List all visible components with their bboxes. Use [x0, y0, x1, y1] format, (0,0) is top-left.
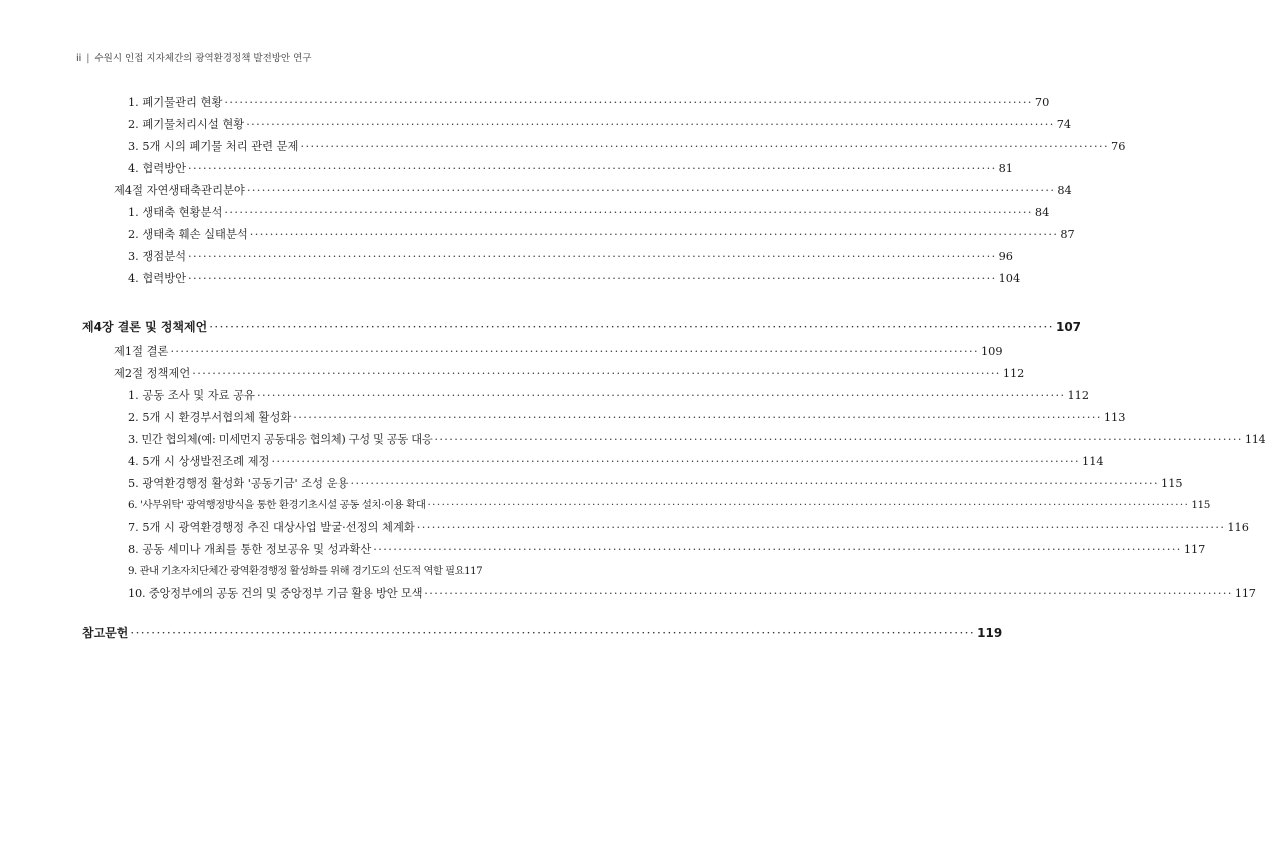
toc-entry-page: 96 — [998, 250, 1013, 263]
toc-entry-page: 74 — [1056, 118, 1072, 131]
toc-chapter-page: 107 — [1055, 320, 1082, 334]
dot-leader: ·································································································································································· — [246, 184, 1056, 197]
toc-entry-label: 4. 5개 시 상생발전조례 제정 — [128, 455, 270, 468]
toc-entry-page: 87 — [1060, 228, 1075, 241]
running-header — [76, 50, 311, 64]
dot-leader: ·································································································································································· — [224, 96, 1033, 109]
toc-entry-label: 10. 중앙정부에의 공동 건의 및 중앙정부 기금 활용 방안 모색 — [128, 587, 423, 600]
toc-entry-page: 76 — [1111, 140, 1126, 153]
toc-entry[interactable] — [128, 118, 1072, 131]
toc-entry-page: 70 — [1034, 96, 1050, 109]
toc-entry-page: 117 — [464, 565, 483, 577]
toc-entry[interactable] — [128, 477, 1183, 490]
toc-entry-label: 2. 폐기물처리시설 현황 — [128, 118, 245, 131]
toc-entry-page: 114 — [1082, 455, 1104, 468]
toc-entry-label: 4. 협력방안 — [128, 162, 187, 175]
toc-entry-label: 제2절 정책제언 — [114, 367, 191, 380]
dot-leader: ·································································································································································· — [427, 499, 1190, 511]
toc-entry-label: 5. 광역환경행정 활성화 '공동기금' 조성 운용 — [128, 477, 349, 490]
dot-leader: ·································································································································································· — [246, 118, 1055, 131]
toc-entry-page: 84 — [1034, 206, 1050, 219]
toc-entry-page: 109 — [980, 345, 1003, 358]
dot-leader: ·································································································································································· — [271, 455, 1081, 468]
toc-chapter-label: 참고문헌 — [82, 626, 129, 640]
toc-entry-page: 113 — [1103, 411, 1126, 424]
toc-entry-page: 115 — [1161, 477, 1183, 490]
toc-entry-label: 1. 폐기물관리 현황 — [128, 96, 223, 109]
toc-entry-label: 3. 민간 협의체(예: 미세먼지 공동대응 협의체) 구성 및 공동 대응 — [128, 433, 433, 446]
toc-entry[interactable] — [128, 228, 1075, 241]
toc-entry[interactable] — [128, 389, 1090, 402]
dot-leader: ·································································································································································· — [188, 162, 997, 175]
dot-leader: ·································································································································································· — [434, 433, 1243, 446]
dot-leader: ·································································································································································· — [300, 140, 1110, 153]
toc-chapter-page: 119 — [977, 626, 1003, 640]
toc-entry-label: 3. 5개 시의 폐기물 처리 관련 문제 — [128, 140, 299, 153]
toc-entry-label: 9. 관내 기초자치단체간 광역환경행정 활성화를 위해 경기도의 선도적 역할 필요 — [128, 565, 465, 577]
dot-leader: ·································································································································································· — [350, 477, 1160, 490]
dot-leader: ·································································································································································· — [293, 411, 1102, 424]
toc-entry[interactable] — [128, 411, 1126, 424]
dot-leader: ·································································································································································· — [416, 521, 1226, 534]
toc-entry[interactable] — [128, 140, 1126, 153]
toc-entry-label: 8. 공동 세미나 개최를 통한 정보공유 및 성과확산 — [128, 543, 372, 556]
toc-entry-page: 117 — [1183, 543, 1206, 556]
toc-entry[interactable] — [128, 521, 1249, 534]
toc-entry-label: 7. 5개 시 광역환경행정 추진 대상사업 발굴·선정의 체계화 — [128, 521, 415, 534]
toc-entry-label: 4. 협력방안 — [128, 272, 187, 285]
toc-entry-page: 104 — [998, 272, 1021, 285]
toc-section-entry[interactable] — [114, 367, 1025, 380]
dot-leader: ·································································································································································· — [256, 389, 1066, 402]
toc-entry[interactable] — [128, 455, 1104, 468]
toc-entry[interactable] — [128, 206, 1050, 219]
toc-entry[interactable] — [128, 566, 525, 576]
dot-leader: ·································································································································································· — [209, 320, 1054, 334]
toc-entry-page: 112 — [1067, 389, 1090, 402]
header-separator: | — [86, 53, 90, 64]
toc-entry-page: 114 — [1244, 433, 1265, 446]
toc-entry-page: 115 — [1191, 499, 1210, 511]
toc-entry[interactable] — [128, 272, 1021, 285]
toc-entry-page: 116 — [1227, 521, 1249, 534]
dot-leader: ·································································································································································· — [249, 228, 1059, 241]
header-page-number: ii — [76, 53, 82, 64]
toc-entry-page: 117 — [1234, 587, 1256, 600]
dot-leader: ·································································································································································· — [188, 272, 997, 285]
dot-leader: ·································································································································································· — [373, 543, 1182, 556]
toc-entry[interactable] — [128, 587, 1256, 600]
toc-entry-label: 3. 쟁점분석 — [128, 250, 187, 263]
toc-entry-label: 2. 5개 시 환경부서협의체 활성화 — [128, 411, 292, 424]
dot-leader: ·································································································································································· — [424, 587, 1233, 600]
toc-entry-label: 2. 생태축 훼손 실태분석 — [128, 228, 248, 241]
toc-entry[interactable] — [128, 250, 1013, 263]
toc-entry[interactable] — [128, 96, 1050, 109]
toc-chapter-entry[interactable] — [82, 320, 1082, 334]
dot-leader: ·································································································································································· — [192, 367, 1001, 380]
toc-entry-label: 제4절 자연생태축관리분야 — [114, 184, 245, 197]
toc-entry[interactable] — [128, 433, 1265, 446]
toc-entry-page: 81 — [998, 162, 1013, 175]
dot-leader: ·································································································································································· — [188, 250, 997, 263]
dot-leader: ·································································································································································· — [130, 626, 976, 640]
toc-entry-label: 6. '사무위탁' 광역행정방식을 통한 환경기초시설 공동 설치·이용 확대 — [128, 499, 426, 511]
header-book-title: 수원시 인접 지자체간의 광역환경정책 발전방안 연구 — [94, 53, 312, 64]
toc-entry-page: 84 — [1057, 184, 1072, 197]
dot-leader: ·································································································································································· — [170, 345, 979, 358]
toc-entry-label: 1. 공동 조사 및 자료 공유 — [128, 389, 255, 402]
toc-entry-label: 1. 생태축 현황분석 — [128, 206, 223, 219]
toc-entry[interactable] — [128, 499, 1210, 511]
toc-entry[interactable] — [128, 543, 1206, 556]
toc-entry-label: 제1절 결론 — [114, 345, 169, 358]
toc-entry[interactable] — [128, 162, 1013, 175]
toc-section-entry[interactable] — [114, 184, 1072, 197]
toc-chapter-entry[interactable] — [82, 626, 1003, 640]
dot-leader: ·································································································································································· — [224, 206, 1033, 219]
toc-chapter-label: 제4장 결론 및 정책제언 — [82, 320, 208, 334]
toc-section-entry[interactable] — [114, 345, 1003, 358]
toc-entry-page: 112 — [1002, 367, 1025, 380]
